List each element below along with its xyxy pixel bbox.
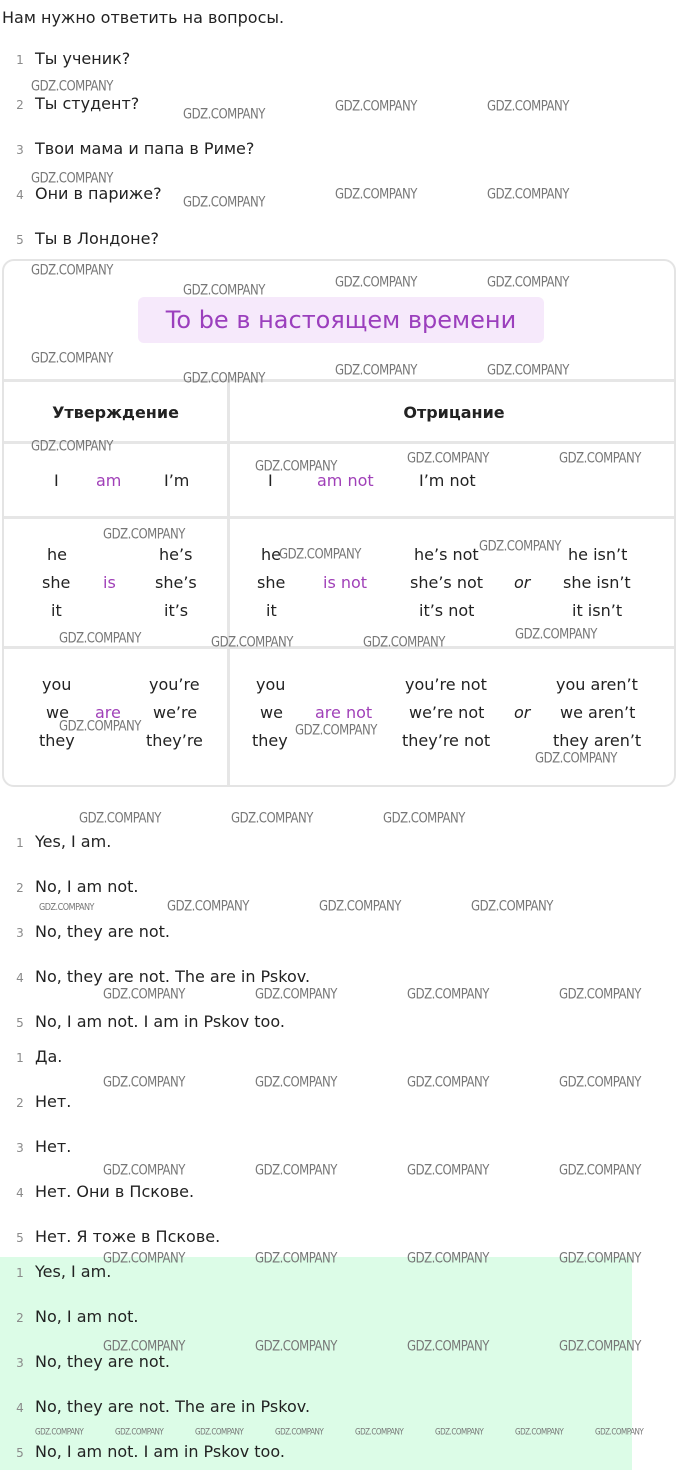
watermark: GDZ.COMPANY: [115, 1426, 164, 1437]
watermark: GDZ.COMPANY: [183, 106, 265, 123]
watermark: GDZ.COMPANY: [319, 898, 401, 915]
intro-text: Нам нужно ответить на вопросы.: [2, 8, 285, 27]
pronoun: you: [42, 675, 72, 694]
short-form: she’s: [155, 573, 197, 592]
watermark: GDZ.COMPANY: [479, 538, 561, 555]
watermark: GDZ.COMPANY: [535, 750, 617, 767]
item-text: Ты ученик?: [35, 49, 131, 68]
item-text: Ты в Лондоне?: [35, 229, 159, 248]
item-text: No, I am not.: [35, 877, 139, 896]
pronoun: they: [39, 731, 75, 750]
item-text: Нет. Они в Пскове.: [35, 1182, 195, 1201]
item-number: 1: [16, 1051, 24, 1065]
divider: [227, 379, 230, 785]
watermark: GDZ.COMPANY: [183, 194, 265, 211]
watermark: GDZ.COMPANY: [335, 274, 417, 291]
watermark: GDZ.COMPANY: [487, 362, 569, 379]
pronoun: you: [256, 675, 286, 694]
short-form: I’m: [164, 471, 190, 490]
verb-form: am: [96, 471, 122, 490]
item-text: Нет.: [35, 1137, 72, 1156]
item-text: No, I am not.: [35, 1307, 139, 1326]
short-form: I’m not: [419, 471, 476, 490]
pronoun: I: [268, 471, 273, 490]
watermark: GDZ.COMPANY: [183, 282, 265, 299]
verb-form: am not: [317, 471, 374, 490]
watermark: GDZ.COMPANY: [471, 898, 553, 915]
watermark: GDZ.COMPANY: [515, 626, 597, 643]
item-number: 2: [16, 881, 24, 895]
watermark: GDZ.COMPANY: [79, 810, 161, 827]
watermark: GDZ.COMPANY: [407, 450, 489, 467]
item-number: 2: [16, 1311, 24, 1325]
item-text: Yes, I am.: [35, 1262, 112, 1281]
watermark: GDZ.COMPANY: [595, 1426, 644, 1437]
watermark: GDZ.COMPANY: [407, 1162, 489, 1179]
table-title: To be в настоящем времени: [138, 297, 544, 343]
item-text: Нет. Я тоже в Пскове.: [35, 1227, 221, 1246]
item-number: 1: [16, 53, 24, 67]
watermark: GDZ.COMPANY: [31, 78, 113, 95]
short-form: we aren’t: [560, 703, 636, 722]
watermark: GDZ.COMPANY: [407, 1250, 489, 1267]
watermark: GDZ.COMPANY: [195, 1426, 244, 1437]
item-number: 3: [16, 1356, 24, 1370]
item-text: No, I am not. I am in Pskov too.: [35, 1012, 285, 1031]
item-number: 2: [16, 1096, 24, 1110]
watermark: GDZ.COMPANY: [295, 722, 377, 739]
watermark: GDZ.COMPANY: [515, 1426, 564, 1437]
short-form: we’re not: [409, 703, 485, 722]
watermark: GDZ.COMPANY: [39, 902, 94, 914]
short-form: it isn’t: [572, 601, 623, 620]
watermark: GDZ.COMPANY: [559, 1074, 641, 1091]
watermark: GDZ.COMPANY: [383, 810, 465, 827]
item-number: 3: [16, 1141, 24, 1155]
watermark: GDZ.COMPANY: [435, 1426, 484, 1437]
watermark: GDZ.COMPANY: [559, 1162, 641, 1179]
short-form: it’s not: [419, 601, 475, 620]
column-header-negative: Отрицание: [403, 403, 505, 422]
watermark: GDZ.COMPANY: [487, 186, 569, 203]
verb-form: are not: [315, 703, 373, 722]
divider: [4, 516, 674, 519]
item-text: Они в париже?: [35, 184, 162, 203]
item-number: 5: [16, 1016, 24, 1030]
short-form: it’s: [164, 601, 189, 620]
watermark: GDZ.COMPANY: [335, 98, 417, 115]
item-number: 4: [16, 971, 24, 985]
verb-form: is: [103, 573, 116, 592]
watermark: GDZ.COMPANY: [335, 362, 417, 379]
watermark: GDZ.COMPANY: [559, 986, 641, 1003]
item-number: 4: [16, 188, 24, 202]
watermark: GDZ.COMPANY: [255, 1338, 337, 1355]
divider: [4, 441, 674, 444]
watermark: GDZ.COMPANY: [559, 1250, 641, 1267]
watermark: GDZ.COMPANY: [255, 1074, 337, 1091]
watermark: GDZ.COMPANY: [487, 274, 569, 291]
short-form: she isn’t: [563, 573, 631, 592]
pronoun: we: [260, 703, 283, 722]
pronoun: I: [54, 471, 59, 490]
pronoun: they: [252, 731, 288, 750]
watermark: GDZ.COMPANY: [355, 1426, 404, 1437]
item-text: No, they are not.: [35, 1352, 170, 1371]
watermark: GDZ.COMPANY: [211, 634, 293, 651]
item-text: No, they are not.: [35, 922, 170, 941]
watermark: GDZ.COMPANY: [31, 350, 113, 367]
pronoun: he: [47, 545, 67, 564]
item-number: 5: [16, 1231, 24, 1245]
watermark: GDZ.COMPANY: [255, 458, 337, 475]
item-number: 4: [16, 1401, 24, 1415]
short-form: they’re not: [402, 731, 491, 750]
item-text: No, they are not. The are in Pskov.: [35, 1397, 311, 1416]
item-text: No, I am not. I am in Pskov too.: [35, 1442, 285, 1461]
watermark: GDZ.COMPANY: [487, 98, 569, 115]
item-text: Твои мама и папа в Риме?: [35, 139, 255, 158]
item-text: No, they are not. The are in Pskov.: [35, 967, 311, 986]
watermark: GDZ.COMPANY: [559, 450, 641, 467]
watermark: GDZ.COMPANY: [363, 634, 445, 651]
short-form: you’re: [149, 675, 200, 694]
watermark: GDZ.COMPANY: [255, 986, 337, 1003]
short-form: he’s not: [414, 545, 479, 564]
item-text: Ты студент?: [35, 94, 140, 113]
watermark: GDZ.COMPANY: [279, 546, 361, 563]
watermark: GDZ.COMPANY: [255, 1250, 337, 1267]
watermark: GDZ.COMPANY: [103, 1338, 185, 1355]
short-form: he isn’t: [568, 545, 628, 564]
watermark: GDZ.COMPANY: [31, 170, 113, 187]
watermark: GDZ.COMPANY: [335, 186, 417, 203]
watermark: GDZ.COMPANY: [167, 898, 249, 915]
item-text: Yes, I am.: [35, 832, 112, 851]
watermark: GDZ.COMPANY: [35, 1426, 84, 1437]
watermark: GDZ.COMPANY: [103, 1250, 185, 1267]
watermark: GDZ.COMPANY: [183, 370, 265, 387]
item-number: 5: [16, 233, 24, 247]
pronoun: he: [261, 545, 281, 564]
watermark: GDZ.COMPANY: [31, 438, 113, 455]
watermark: GDZ.COMPANY: [103, 1162, 185, 1179]
verb-form: are: [95, 703, 121, 722]
column-header-affirmative: Утверждение: [52, 403, 179, 422]
item-number: 3: [16, 143, 24, 157]
or-word: or: [514, 573, 531, 592]
watermark: GDZ.COMPANY: [59, 718, 141, 735]
item-text: Да.: [35, 1047, 63, 1066]
watermark: GDZ.COMPANY: [407, 1074, 489, 1091]
short-form: you aren’t: [556, 675, 638, 694]
divider: [4, 646, 674, 649]
item-number: 1: [16, 1266, 24, 1280]
verb-form: is not: [323, 573, 368, 592]
item-number: 1: [16, 836, 24, 850]
divider: [4, 379, 674, 382]
watermark: GDZ.COMPANY: [407, 986, 489, 1003]
watermark: GDZ.COMPANY: [103, 986, 185, 1003]
item-number: 3: [16, 926, 24, 940]
grammar-table-card: [2, 259, 676, 787]
watermark: GDZ.COMPANY: [59, 630, 141, 647]
pronoun: it: [51, 601, 62, 620]
pronoun: we: [46, 703, 69, 722]
watermark: GDZ.COMPANY: [255, 1162, 337, 1179]
pronoun: she: [42, 573, 71, 592]
item-number: 4: [16, 1186, 24, 1200]
item-text: Нет.: [35, 1092, 72, 1111]
short-form: we’re: [153, 703, 198, 722]
pronoun: it: [266, 601, 277, 620]
short-form: they aren’t: [553, 731, 642, 750]
item-number: 2: [16, 98, 24, 112]
watermark: GDZ.COMPANY: [275, 1426, 324, 1437]
watermark: GDZ.COMPANY: [231, 810, 313, 827]
watermark: GDZ.COMPANY: [407, 1338, 489, 1355]
watermark: GDZ.COMPANY: [559, 1338, 641, 1355]
short-form: she’s not: [410, 573, 484, 592]
watermark: GDZ.COMPANY: [31, 262, 113, 279]
short-form: they’re: [146, 731, 203, 750]
watermark: GDZ.COMPANY: [103, 1074, 185, 1091]
short-form: you’re not: [405, 675, 487, 694]
pronoun: she: [257, 573, 286, 592]
item-number: 5: [16, 1446, 24, 1460]
or-word: or: [514, 703, 531, 722]
watermark: GDZ.COMPANY: [103, 526, 185, 543]
short-form: he’s: [159, 545, 193, 564]
